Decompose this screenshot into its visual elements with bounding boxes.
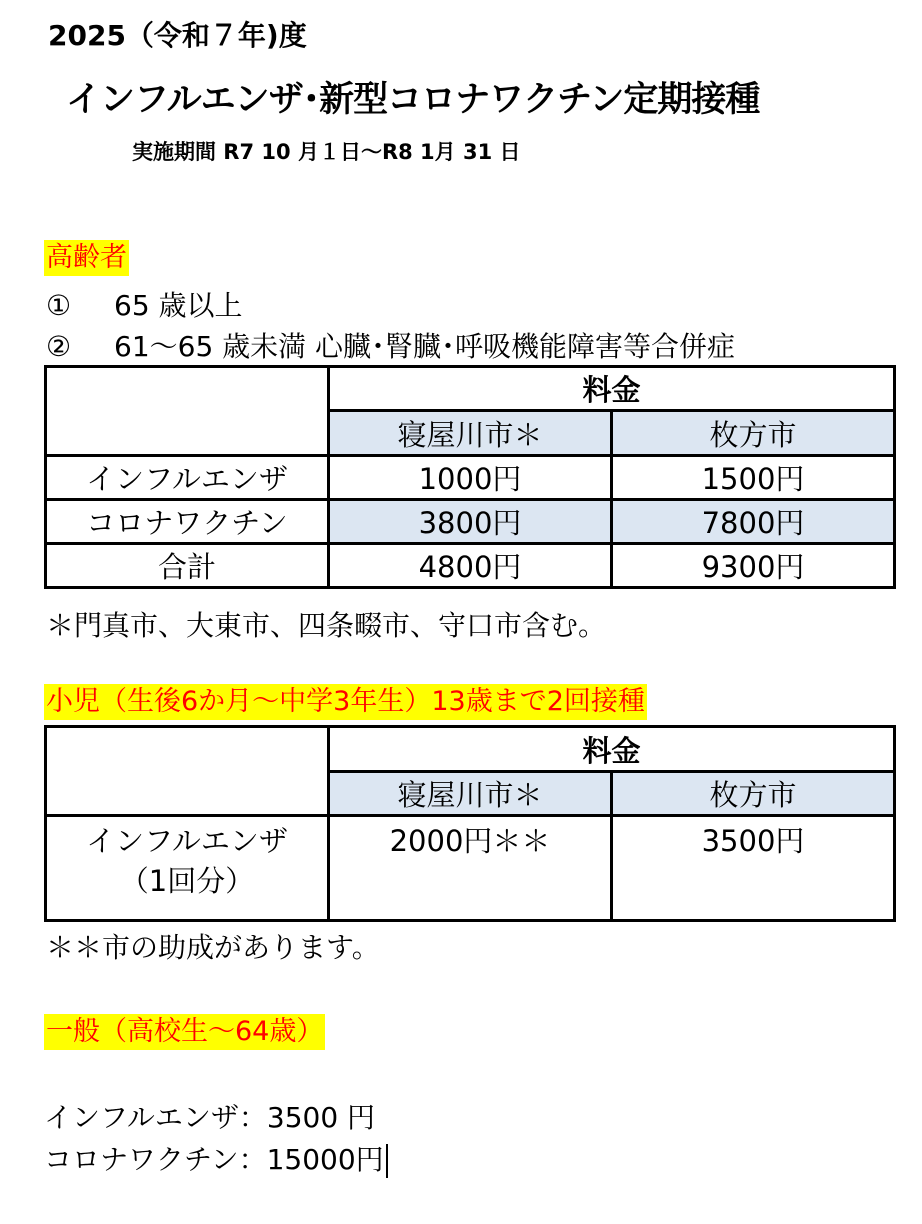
empty-corner-cell <box>46 727 329 816</box>
fee-neyagawa: 2000円＊＊ <box>329 816 612 921</box>
fee-hirakata: 1500円 <box>612 456 895 500</box>
row-label-line1: インフルエンザ <box>86 824 288 858</box>
condition-text: 61～65 歳未満 心臓･腎臓･呼吸機能障害等合併症 <box>114 330 736 363</box>
children-footnote: ＊＊市の助成があります。 <box>46 931 380 964</box>
fee-neyagawa: 4800円 <box>329 544 612 588</box>
condition-text: 65 歳以上 <box>114 289 243 322</box>
row-label: 合計 <box>46 544 329 588</box>
city-neyagawa: 寝屋川市＊ <box>329 411 612 456</box>
general-heading: 一般（高校生～64歳） <box>44 1014 325 1050</box>
row-label: コロナワクチン <box>46 500 329 544</box>
fee-header: 料金 <box>329 727 895 772</box>
fee-hirakata: 9300円 <box>612 544 895 588</box>
elderly-condition-2 <box>46 325 735 365</box>
general-covid-fee-text: コロナワクチン：15000円 <box>44 1143 384 1176</box>
general-influenza-fee: インフルエンザ：3500 円 <box>44 1101 376 1134</box>
city-hirakata: 枚方市 <box>612 772 895 816</box>
row-label: インフルエンザ <box>46 456 329 500</box>
fiscal-year: 2025（令和７年)度 <box>48 19 307 52</box>
fee-neyagawa: 1000円 <box>329 456 612 500</box>
table-row <box>46 456 895 500</box>
text-cursor <box>386 1144 388 1178</box>
fee-hirakata: 7800円 <box>612 500 895 544</box>
general-covid-fee[interactable] <box>44 1138 388 1178</box>
page-title: インフルエンザ･新型コロナワクチン定期接種 <box>66 80 760 120</box>
row-label-line2: （1回分） <box>119 864 255 898</box>
fee-hirakata: 3500円 <box>612 816 895 921</box>
empty-corner-cell <box>46 367 329 456</box>
elderly-fee-table <box>44 365 896 589</box>
children-heading: 小児（生後6か月～中学3年生）13歳まで2回接種 <box>44 684 647 720</box>
table-row <box>46 816 895 921</box>
table-row <box>46 544 895 588</box>
condition-number: ② <box>46 330 72 363</box>
table-header-row <box>46 727 895 772</box>
children-fee-table <box>44 725 896 922</box>
elderly-footnote: ＊門真市、大東市、四条畷市、守口市含む。 <box>46 609 607 642</box>
city-neyagawa: 寝屋川市＊ <box>329 772 612 816</box>
city-hirakata: 枚方市 <box>612 411 895 456</box>
elderly-condition-1 <box>46 284 243 324</box>
fee-neyagawa: 3800円 <box>329 500 612 544</box>
table-row <box>46 500 895 544</box>
fee-header: 料金 <box>329 367 895 411</box>
row-label <box>46 816 329 921</box>
elderly-heading: 高齢者 <box>44 240 129 276</box>
table-header-row <box>46 367 895 411</box>
condition-number: ① <box>46 289 72 322</box>
vaccination-period: 実施期間 R7 10 月１日～R8 1月 31 日 <box>132 140 521 164</box>
